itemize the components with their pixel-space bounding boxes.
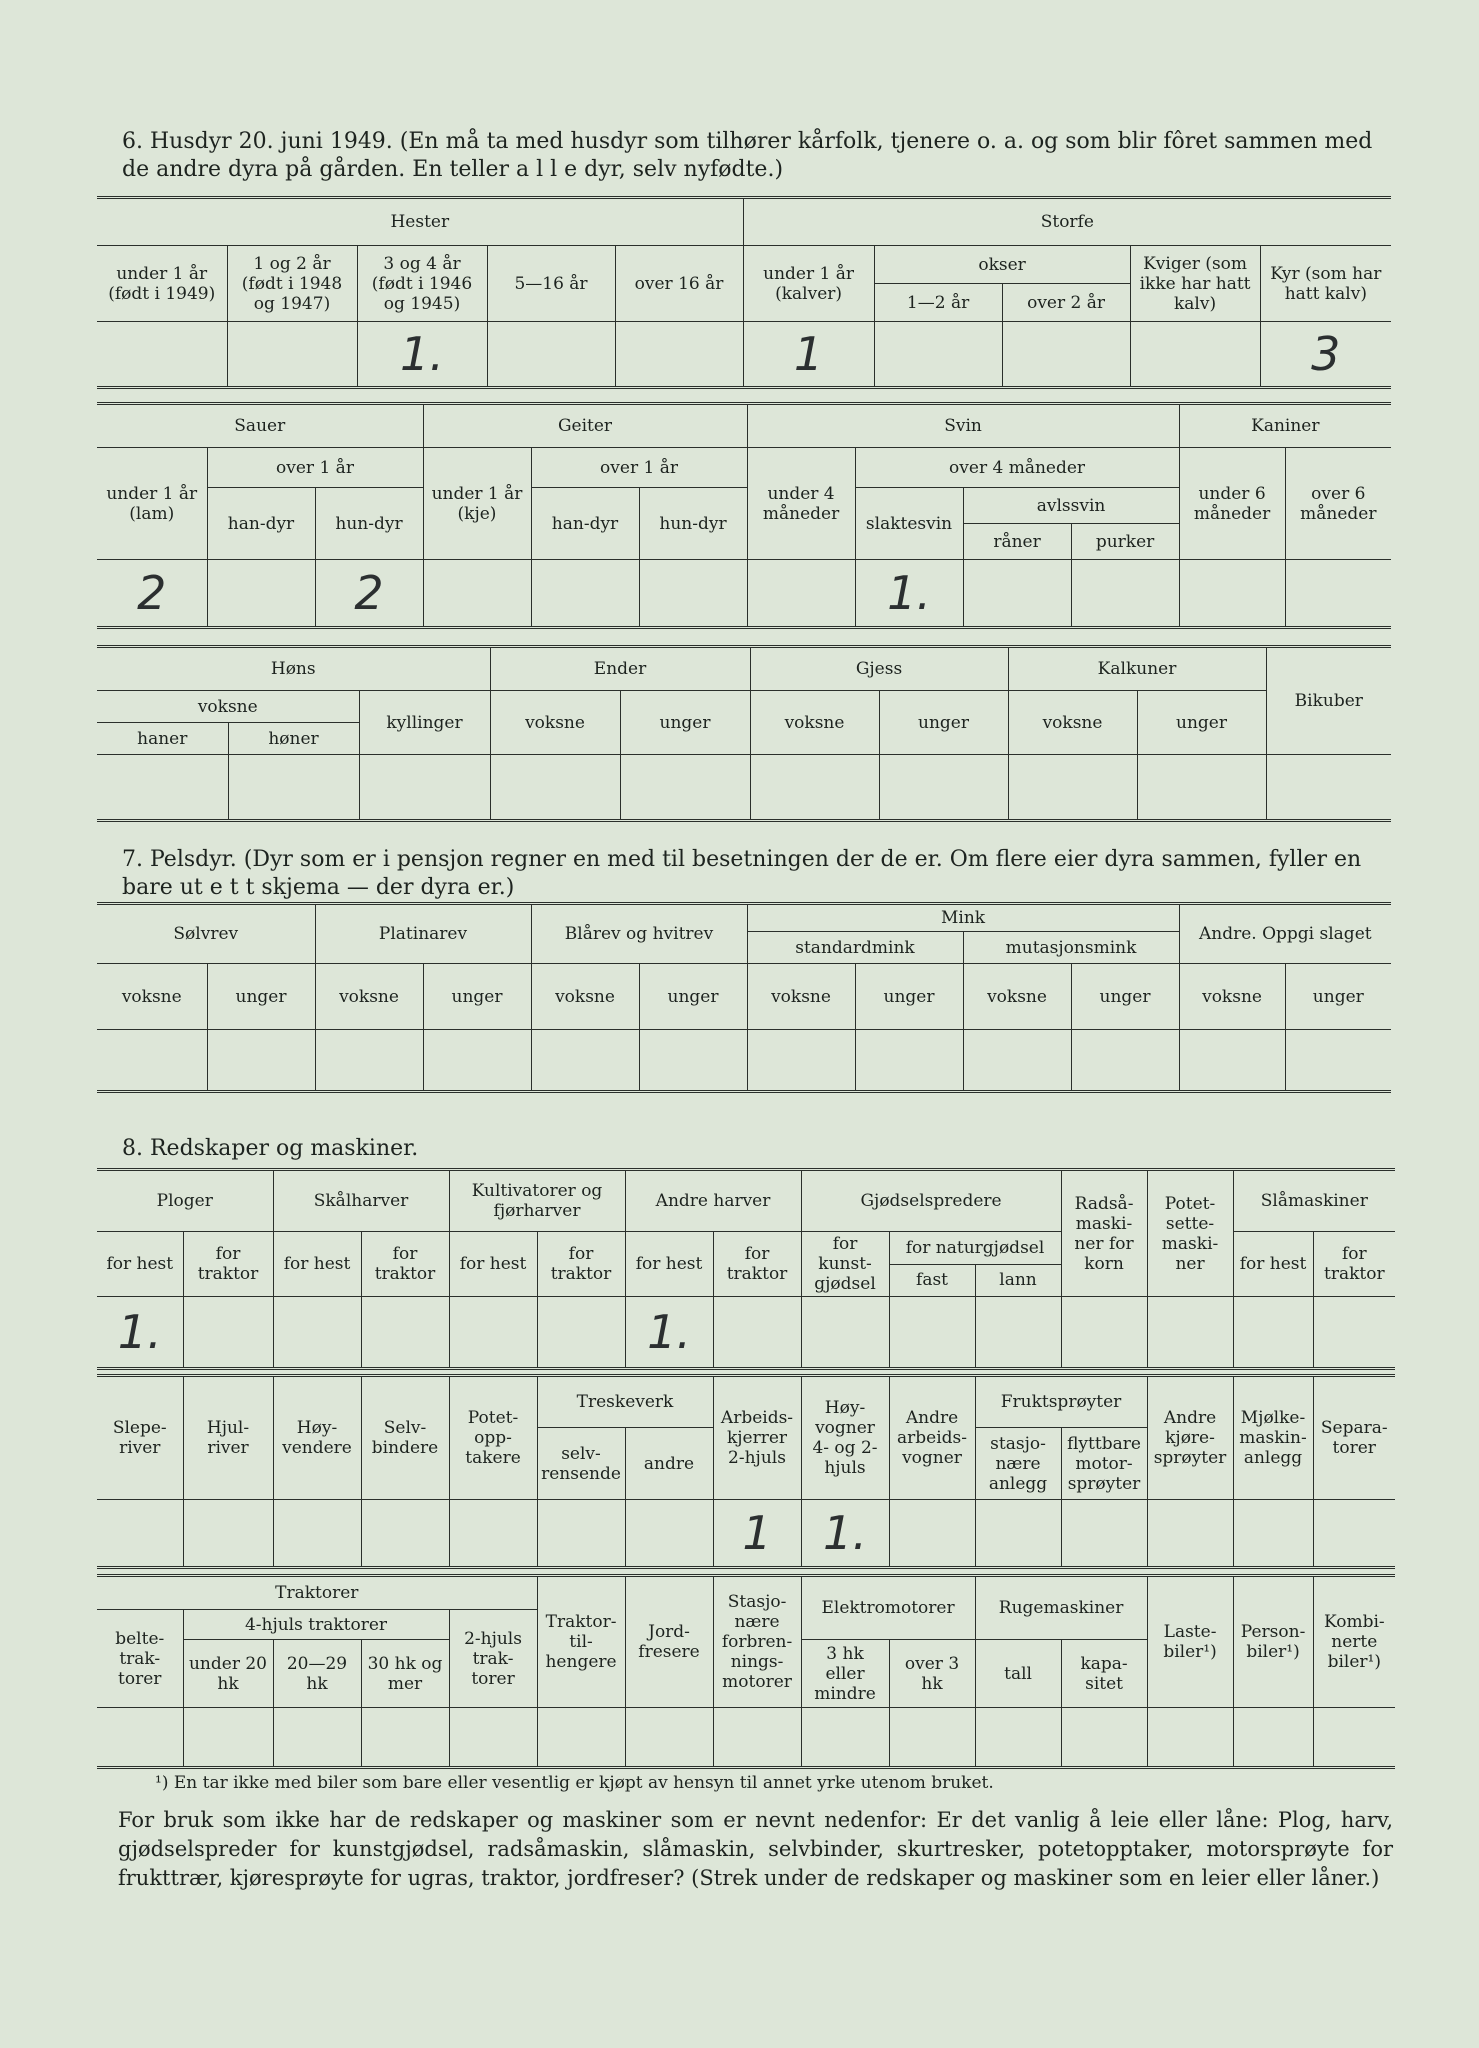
header-gjess-voksne: voksne (750, 691, 879, 755)
header-kultivatorer-traktor: for traktor (537, 1232, 625, 1297)
header-geiter-over-1: over 1 år (531, 448, 747, 488)
cell-kultivatorer-hest[interactable] (449, 1297, 537, 1369)
header-2-hjuls-traktorer: 2-hjuls trak-torer (449, 1610, 537, 1708)
cell-radsamaskiner[interactable] (1061, 1297, 1147, 1369)
cell-kalkuner-voksne[interactable] (1008, 755, 1137, 821)
header-traktorer: Traktorer (97, 1576, 537, 1610)
handwritten-value: 1 (793, 327, 824, 381)
header-mjolkemaskin: Mjølke-maskin-anlegg (1233, 1376, 1313, 1500)
cell-bikuber[interactable] (1266, 755, 1391, 821)
cell-ploger-hest[interactable] (97, 1297, 183, 1369)
header-slamaskiner-traktor: for traktor (1313, 1232, 1395, 1297)
table-hester-storfe (97, 196, 1391, 389)
header-solvrev-voksne: voksne (97, 964, 207, 1030)
header-okser-1-2: 1—2 år (874, 284, 1002, 322)
cell-andre-arbeidsvogner[interactable] (889, 1500, 975, 1568)
header-under-20-hk: under 20 hk (183, 1640, 273, 1708)
cell-geiter-handyr[interactable] (531, 560, 639, 628)
header-ploger: Ploger (97, 1170, 273, 1232)
handwritten-value: 3 (1311, 327, 1341, 381)
header-geiter-handyr: han-dyr (531, 488, 639, 560)
cell-personbiler[interactable] (1233, 1708, 1313, 1768)
header-sauer: Sauer (97, 404, 423, 448)
header-svin: Svin (747, 404, 1179, 448)
handwritten-value: 1. (887, 566, 931, 620)
header-andre-harver-hest: for hest (625, 1232, 713, 1297)
cell-hester-1-2[interactable] (227, 322, 357, 388)
header-jordfresere: Jord-fresere (625, 1576, 713, 1708)
cell-okser-over-2[interactable] (1002, 322, 1130, 388)
cell-kjoresproyter[interactable] (1147, 1500, 1233, 1568)
header-purker: purker (1071, 524, 1179, 560)
handwritten-value: 1. (823, 1506, 867, 1560)
cell-kultivatorer-traktor[interactable] (537, 1297, 625, 1369)
cell-kaniner-under-6[interactable] (1179, 560, 1285, 628)
header-hoyvendere: Høy-vendere (273, 1376, 361, 1500)
section-8-title: 8. Redskaper og maskiner. (122, 1136, 419, 1161)
header-bikuber: Bikuber (1266, 647, 1391, 755)
header-honer: høner (228, 723, 359, 755)
header-ender: Ender (490, 647, 750, 691)
cell-selvrensende[interactable] (537, 1500, 625, 1568)
header-blarev: Blårev og hvitrev (531, 904, 747, 964)
cell-flyttbare-motorsproyter[interactable] (1061, 1500, 1147, 1568)
cell-mutasjonsmink-voksne[interactable] (963, 1030, 1071, 1092)
cell-purker[interactable] (1071, 560, 1179, 628)
cell-stasjonaere-motorer[interactable] (713, 1708, 801, 1768)
cell-slaktesvin[interactable] (855, 560, 963, 628)
cell-slamaskiner-hest[interactable] (1233, 1297, 1313, 1369)
handwritten-value: 1. (117, 1305, 162, 1359)
handwritten-value: 2 (354, 566, 384, 620)
header-treskeverk: Treskeverk (537, 1376, 713, 1428)
header-separatorer: Separa-torer (1313, 1376, 1395, 1500)
cell-standardmink-voksne[interactable] (747, 1030, 855, 1092)
header-mutasjonsmink-unger: unger (1071, 964, 1179, 1030)
cell-traktortilhengere[interactable] (537, 1708, 625, 1768)
header-for-naturgjodsel: for naturgjødsel (889, 1232, 1061, 1265)
cell-andre-harver-hest[interactable] (625, 1297, 713, 1369)
handwritten-value: 1. (647, 1305, 691, 1359)
header-gjodselspredere: Gjødselspredere (801, 1170, 1061, 1232)
cell-potetsettemaskiner[interactable] (1147, 1297, 1233, 1369)
header-hester-over-16: over 16 år (615, 246, 743, 322)
header-30-hk-og-mer: 30 hk og mer (361, 1640, 449, 1708)
closing-paragraph: For bruk som ikke har de redskaper og maskiner som er nevnt nedenfor: Er det vanlig å leie eller låne: Plog, harv, gjødselspreder for kunstgjødsel, radsåmaskin, slåmaskin, selvbinder, skurtresker, potetopptaker, motorsprøyte for frukttrær, kjøresprøyte for ugras, traktor, jordfreser? (Strek under de redskaper og maskiner som en leier eller låner.) (118, 1808, 1393, 1890)
header-rugemaskiner-tall: tall (975, 1640, 1061, 1708)
cell-gjess-unger[interactable] (879, 755, 1008, 821)
header-hester-3-4: 3 og 4 år (født i 1946 og 1945) (357, 246, 487, 322)
header-andre-pelsdyr: Andre. Oppgi slaget (1179, 904, 1391, 964)
header-potetsettemaskiner: Potet-sette-maski-ner (1147, 1170, 1233, 1297)
cell-geiter-hundyr[interactable] (639, 560, 747, 628)
cell-kyr[interactable] (1260, 322, 1391, 388)
header-potetopptakere: Potet-opp-takere (449, 1376, 537, 1500)
table-redskaper-2 (97, 1374, 1395, 1569)
cell-kyllinger[interactable] (359, 755, 490, 821)
cell-selvbindere[interactable] (361, 1500, 449, 1568)
cell-storfe-under-1[interactable] (743, 322, 874, 388)
header-kviger: Kviger (som ikke har hatt kalv) (1130, 246, 1260, 322)
cell-stasjonaere-anlegg[interactable] (975, 1500, 1061, 1568)
header-ender-voksne: voksne (490, 691, 620, 755)
cell-haner[interactable] (97, 755, 228, 821)
header-kultivatorer-hest: for hest (449, 1232, 537, 1297)
cell-andre-unger[interactable] (1285, 1030, 1391, 1092)
cell-skalharver-traktor[interactable] (361, 1297, 449, 1369)
header-kyllinger: kyllinger (359, 691, 490, 755)
header-avlssvin: avlssvin (963, 488, 1179, 524)
handwritten-value: 2 (137, 566, 167, 620)
header-kalkuner: Kalkuner (1008, 647, 1266, 691)
cell-raner[interactable] (963, 560, 1071, 628)
header-okser-over-2: over 2 år (1002, 284, 1130, 322)
header-kombinerte-biler: Kombi-nerte biler¹) (1313, 1576, 1395, 1708)
header-svin-over-4: over 4 måneder (855, 448, 1179, 488)
cell-sleperiver[interactable] (97, 1500, 183, 1568)
header-ender-unger: unger (620, 691, 750, 755)
header-platinarev-voksne: voksne (315, 964, 423, 1030)
header-selvbindere: Selv-bindere (361, 1376, 449, 1500)
header-storfe-under-1: under 1 år (kalver) (743, 246, 874, 322)
header-sauer-hundyr: hun-dyr (315, 488, 423, 560)
header-over-3-hk: over 3 hk (889, 1640, 975, 1708)
cell-sauer-hundyr[interactable] (315, 560, 423, 628)
header-personbiler: Person-biler¹) (1233, 1576, 1313, 1708)
header-slaktesvin: slaktesvin (855, 488, 963, 560)
header-haner: haner (97, 723, 228, 755)
cell-hester-over-16[interactable] (615, 322, 743, 388)
cell-treskeverk-andre[interactable] (625, 1500, 713, 1568)
cell-mutasjonsmink-unger[interactable] (1071, 1030, 1179, 1092)
cell-okser-1-2[interactable] (874, 322, 1002, 388)
cell-lastebiler[interactable] (1147, 1708, 1233, 1768)
section-6-title: 6. Husdyr 20. juni 1949. (En må ta med husdyr som tilhører kårfolk, tjenere o. a. og som blir fôret sammen med de andre dyra på gården. En teller a l l e dyr, selv nyfødte.) (122, 129, 1373, 182)
cell-3-hk-eller-mindre[interactable] (801, 1708, 889, 1768)
table-sauer-geiter-svin (97, 402, 1391, 629)
cell-lam[interactable] (97, 560, 207, 628)
cell-kje[interactable] (423, 560, 531, 628)
cell-separatorer[interactable] (1313, 1500, 1395, 1568)
footnote: ¹) En tar ikke med biler som bare eller vesentlig er kjøpt av hensyn til annet yrke utenom bruket. (155, 1773, 994, 1793)
table-pelsdyr (97, 902, 1391, 1093)
header-sauer-under-1: under 1 år (lam) (97, 448, 207, 560)
cell-slamaskiner-traktor[interactable] (1313, 1297, 1395, 1369)
header-beltetraktorer: belte-trak-torer (97, 1610, 183, 1708)
cell-jordfresere[interactable] (625, 1708, 713, 1768)
header-blarev-unger: unger (639, 964, 747, 1030)
header-platinarev: Platinarev (315, 904, 531, 964)
header-raner: råner (963, 524, 1071, 560)
header-hester-under-1: under 1 år (født i 1949) (97, 246, 227, 322)
cell-platinarev-voksne[interactable] (315, 1030, 423, 1092)
header-fast: fast (889, 1264, 975, 1297)
header-rugemaskiner-kapasitet: kapa-sitet (1061, 1640, 1147, 1708)
cell-fast[interactable] (889, 1297, 975, 1369)
cell-rugemaskiner-kapasitet[interactable] (1061, 1708, 1147, 1768)
cell-gjess-voksne[interactable] (750, 755, 879, 821)
handwritten-value: 1 (742, 1506, 772, 1560)
header-ploger-hest: for hest (97, 1232, 183, 1297)
header-geiter-under-1: under 1 år (kje) (423, 448, 531, 560)
table-redskaper-1 (97, 1168, 1395, 1370)
table-fjorfe (97, 645, 1391, 822)
header-okser: okser (874, 246, 1130, 284)
header-rugemaskiner: Rugemaskiner (975, 1576, 1147, 1640)
header-mutasjonsmink: mutasjonsmink (963, 932, 1179, 964)
header-sleperiver: Slepe-river (97, 1376, 183, 1500)
header-andre-harver: Andre harver (625, 1170, 801, 1232)
header-stasjonaere-motorer: Stasjo-nære forbren-nings-motorer (713, 1576, 801, 1708)
header-kaniner-under-6: under 6 måneder (1179, 448, 1285, 560)
cell-hjulriver[interactable] (183, 1500, 273, 1568)
header-standardmink: standardmink (747, 932, 963, 964)
cell-under-20-hk[interactable] (183, 1708, 273, 1768)
header-solvrev-unger: unger (207, 964, 315, 1030)
cell-sauer-handyr[interactable] (207, 560, 315, 628)
header-slamaskiner: Slåmaskiner (1233, 1170, 1395, 1232)
header-kaniner: Kaniner (1179, 404, 1391, 448)
header-platinarev-unger: unger (423, 964, 531, 1030)
header-andre-harver-traktor: for traktor (713, 1232, 801, 1297)
cell-2-hjuls-traktorer[interactable] (449, 1708, 537, 1768)
header-treskeverk-andre: andre (625, 1428, 713, 1500)
header-skalharver-hest: for hest (273, 1232, 361, 1297)
header-andre-unger: unger (1285, 964, 1391, 1030)
header-lann: lann (975, 1264, 1061, 1297)
header-selvrensende: selv-rensende (537, 1428, 625, 1500)
header-elektromotorer: Elektromotorer (801, 1576, 975, 1640)
header-solvrev: Sølvrev (97, 904, 315, 964)
cell-20-29-hk[interactable] (273, 1708, 361, 1768)
header-hester: Hester (97, 198, 743, 246)
cell-platinarev-unger[interactable] (423, 1030, 531, 1092)
header-hester-5-16: 5—16 år (487, 246, 615, 322)
cell-kombinerte-biler[interactable] (1313, 1708, 1395, 1768)
header-svin-under-4: under 4 måneder (747, 448, 855, 560)
cell-kunstgjodsel[interactable] (801, 1297, 889, 1369)
header-skalharver-traktor: for traktor (361, 1232, 449, 1297)
header-kaniner-over-6: over 6 måneder (1285, 448, 1391, 560)
header-4-hjuls-traktorer: 4-hjuls traktorer (183, 1610, 449, 1640)
header-andre-voksne: voksne (1179, 964, 1285, 1030)
cell-mjolkemaskin[interactable] (1233, 1500, 1313, 1568)
header-standardmink-voksne: voksne (747, 964, 855, 1030)
section-7-title: 7. Pelsdyr. (Dyr som er i pensjon regner en med til besetningen der de er. Om flere eier dyra sammen, fyller en bare ut e t t skjema — der dyra er.) (122, 847, 1362, 900)
header-ploger-traktor: for traktor (183, 1232, 273, 1297)
cell-svin-under-4[interactable] (747, 560, 855, 628)
cell-hester-5-16[interactable] (487, 322, 615, 388)
cell-beltetraktorer[interactable] (97, 1708, 183, 1768)
cell-blarev-voksne[interactable] (531, 1030, 639, 1092)
header-gjess: Gjess (750, 647, 1008, 691)
cell-solvrev-unger[interactable] (207, 1030, 315, 1092)
header-hester-1-2: 1 og 2 år (født i 1948 og 1947) (227, 246, 357, 322)
handwritten-value: 1. (400, 327, 444, 381)
header-hons-voksne: voksne (97, 691, 359, 723)
cell-hoyvendere[interactable] (273, 1500, 361, 1568)
header-flyttbare-motorsproyter: flyttbare motor-sprøyter (1061, 1428, 1147, 1500)
cell-ender-voksne[interactable] (490, 755, 620, 821)
cell-ploger-traktor[interactable] (183, 1297, 273, 1369)
header-geiter-hundyr: hun-dyr (639, 488, 747, 560)
cell-rugemaskiner-tall[interactable] (975, 1708, 1061, 1768)
cell-skalharver-hest[interactable] (273, 1297, 361, 1369)
header-20-29-hk: 20—29 hk (273, 1640, 361, 1708)
header-lastebiler: Laste-biler¹) (1147, 1576, 1233, 1708)
header-slamaskiner-hest: for hest (1233, 1232, 1313, 1297)
header-mutasjonsmink-voksne: voksne (963, 964, 1071, 1030)
cell-lann[interactable] (975, 1297, 1061, 1369)
cell-andre-harver-traktor[interactable] (713, 1297, 801, 1369)
cell-standardmink-unger[interactable] (855, 1030, 963, 1092)
header-kalkuner-unger: unger (1137, 691, 1266, 755)
cell-30-hk-og-mer[interactable] (361, 1708, 449, 1768)
cell-over-3-hk[interactable] (889, 1708, 975, 1768)
header-for-kunstgjodsel: for kunst-gjødsel (801, 1232, 889, 1297)
cell-kalkuner-unger[interactable] (1137, 755, 1266, 821)
cell-kaniner-over-6[interactable] (1285, 560, 1391, 628)
header-kalkuner-voksne: voksne (1008, 691, 1137, 755)
table-traktorer (97, 1574, 1395, 1769)
cell-blarev-unger[interactable] (639, 1030, 747, 1092)
header-hjulriver: Hjul-river (183, 1376, 273, 1500)
cell-potetopptakere[interactable] (449, 1500, 537, 1568)
cell-arbeidskjerrer[interactable] (713, 1500, 801, 1568)
header-3-hk-eller-mindre: 3 hk eller mindre (801, 1640, 889, 1708)
cell-hester-3-4[interactable] (357, 322, 487, 388)
cell-kviger[interactable] (1130, 322, 1260, 388)
header-geiter: Geiter (423, 404, 747, 448)
header-hons: Høns (97, 647, 490, 691)
header-sauer-over-1: over 1 år (207, 448, 423, 488)
header-skalharver: Skålharver (273, 1170, 449, 1232)
header-kyr: Kyr (som har hatt kalv) (1260, 246, 1391, 322)
header-sauer-handyr: han-dyr (207, 488, 315, 560)
header-kultivatorer: Kultivatorer og fjørharver (449, 1170, 625, 1232)
cell-hester-under-1[interactable] (97, 322, 227, 388)
cell-solvrev-voksne[interactable] (97, 1030, 207, 1092)
cell-honer[interactable] (228, 755, 359, 821)
header-hoyvogner: Høy-vogner 4- og 2-hjuls (801, 1376, 889, 1500)
header-arbeidskjerrer: Arbeids-kjerrer 2-hjuls (713, 1376, 801, 1500)
header-andre-arbeidsvogner: Andre arbeids-vogner (889, 1376, 975, 1500)
header-fruktsproyter: Fruktsprøyter (975, 1376, 1147, 1428)
cell-andre-voksne[interactable] (1179, 1030, 1285, 1092)
header-storfe: Storfe (743, 198, 1391, 246)
header-gjess-unger: unger (879, 691, 1008, 755)
header-stasjonaere-anlegg: stasjo-nære anlegg (975, 1428, 1061, 1500)
header-radsamaskiner: Radså-maski-ner for korn (1061, 1170, 1147, 1297)
header-kjoresproyter: Andre kjøre-sprøyter (1147, 1376, 1233, 1500)
header-blarev-voksne: voksne (531, 964, 639, 1030)
header-traktortilhengere: Traktor-til-hengere (537, 1576, 625, 1708)
cell-ender-unger[interactable] (620, 755, 750, 821)
header-mink: Mink (747, 904, 1179, 932)
header-standardmink-unger: unger (855, 964, 963, 1030)
cell-hoyvogner[interactable] (801, 1500, 889, 1568)
